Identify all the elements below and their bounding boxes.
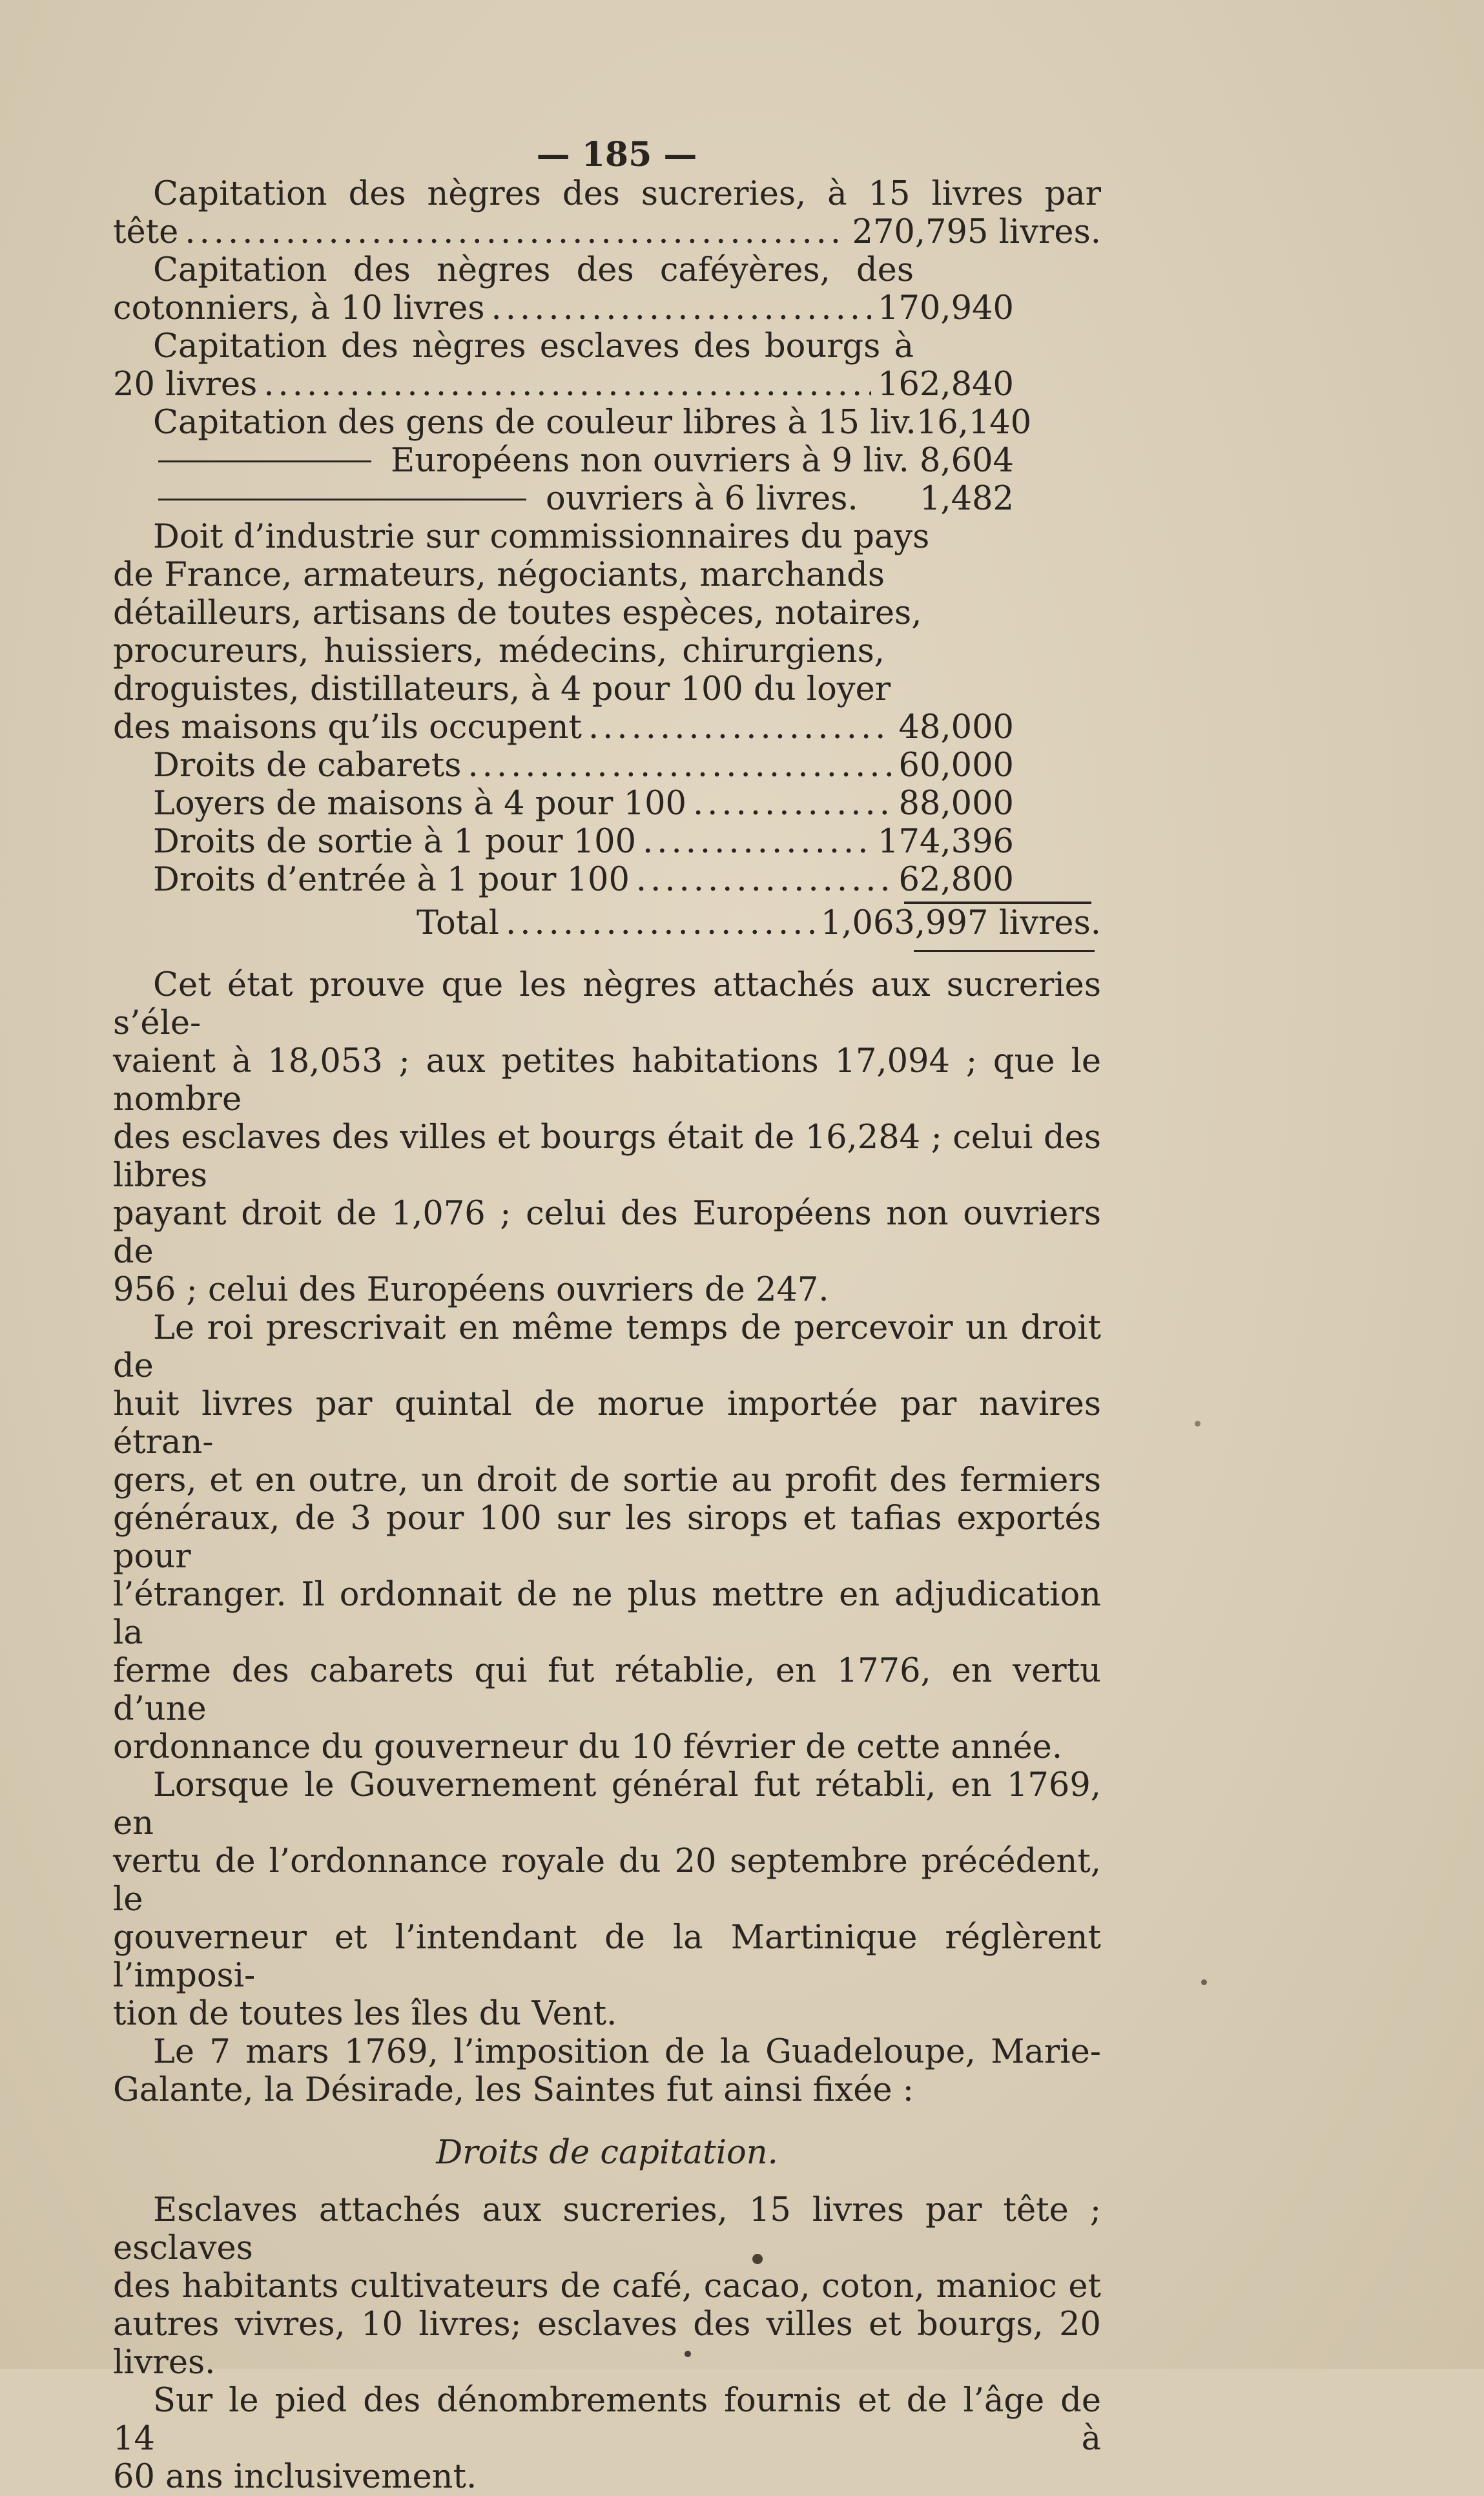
tax-entry	[113, 823, 1101, 861]
tax-entry	[113, 327, 1101, 404]
paragraph	[113, 2382, 1101, 2496]
entry-value: 88,000	[898, 785, 1014, 823]
entry-value: 174,396	[878, 823, 1014, 861]
entry-value: 8,604	[919, 442, 1014, 480]
paper-speck	[1201, 1979, 1207, 1985]
text-line: gers, et en outre, un droit de sortie au profit des fermiers	[113, 1461, 1101, 1500]
paragraph	[113, 1309, 1101, 1766]
entry-label: 20 livres	[113, 366, 258, 404]
text-line: généraux, de 3 pour 100 sur les sirops et tafias exportés pour	[113, 1500, 1101, 1576]
text-line: Sur le pied des dénombrements fournis et de l’âge de 14 à	[113, 2382, 1101, 2458]
paper-speck	[752, 2254, 763, 2264]
text-line: ferme des cabarets qui fut rétablie, en 1776, en vertu d’une	[113, 1652, 1101, 1728]
tax-entry	[113, 861, 1101, 899]
tax-entry	[113, 785, 1101, 823]
tax-entry	[113, 518, 1101, 747]
entry-line: Capitation des nègres esclaves des bourgs à	[153, 327, 914, 366]
entry-value: 62,800	[898, 861, 1014, 899]
entry-label: tête	[113, 213, 179, 251]
tax-entry	[113, 175, 1101, 251]
total-value: 1,063,997 livres.	[820, 904, 1101, 942]
text-line: Le 7 mars 1769, l’imposition de la Guadeloupe, Marie-	[153, 2033, 1101, 2071]
entry-label: Loyers de maisons à 4 pour 100	[153, 785, 686, 823]
text-line: tion de toutes les îles du Vent.	[113, 1995, 617, 2033]
entry-label: cotonniers, à 10 livres	[113, 289, 485, 327]
text-line: gouverneur et l’intendant de la Martinique réglèrent l’imposi-	[113, 1919, 1101, 1995]
text-line: l’étranger. Il ordonnait de ne plus mettre en adjudication la	[113, 1576, 1101, 1652]
tax-entry	[113, 442, 1101, 480]
entry-label: Droits d’entrée à 1 pour 100	[153, 861, 630, 899]
entry-label: Européens non ouvriers à 9 liv.	[391, 442, 909, 480]
entry-value: 16,140	[916, 404, 1032, 442]
entry-line: procureurs, huissiers, médecins, chirurgiens,	[113, 632, 885, 670]
text-line: des habitants cultivateurs de café, cacao, coton, manioc et	[113, 2267, 1101, 2305]
entry-label: des maisons qu’ils occupent	[113, 708, 582, 747]
text-line: autres vivres, 10 livres; esclaves des villes et bourgs, 20 livres.	[113, 2305, 1101, 2382]
entry-label: Droits de sortie à 1 pour 100	[153, 823, 637, 861]
page-text	[113, 136, 1101, 2496]
text-line: vertu de l’ordonnance royale du 20 septembre précédent, le	[113, 1842, 1101, 1919]
text-line: Lorsque le Gouvernement général fut rétabli, en 1769, en	[113, 1766, 1101, 1842]
tax-entry	[113, 251, 1101, 327]
ditto-rule	[158, 499, 526, 500]
text-line: huit livres par quintal de morue importée par navires étran-	[113, 1385, 1101, 1461]
page-number: — 185 —	[536, 135, 697, 174]
entry-value: 162,840	[878, 366, 1014, 404]
text-line: payant droit de 1,076 ; celui des Européens non ouvriers de	[113, 1195, 1101, 1271]
entry-value: 170,940	[878, 289, 1014, 327]
entry-value: 60,000	[898, 747, 1014, 785]
total-label: Total	[417, 904, 499, 942]
text-line: Esclaves attachés aux sucreries, 15 livres par tête ; esclaves	[113, 2191, 1101, 2267]
tax-entry	[113, 480, 1101, 518]
tax-entry	[113, 404, 1101, 442]
paragraph	[113, 2033, 1101, 2109]
total-row	[113, 904, 1101, 942]
text-line: Cet état prouve que les nègres attachés aux sucreries s’éle-	[113, 966, 1101, 1042]
total-underline	[914, 950, 1095, 952]
entry-label: Droits de cabarets	[153, 747, 462, 785]
entry-line: détailleurs, artisans de toutes espèces, notaires,	[113, 594, 922, 632]
entry-line: Capitation des nègres des sucreries, à 15 livres par	[153, 175, 1101, 213]
entry-value: 1,482	[919, 480, 1014, 518]
text-line: Le roi prescrivait en même temps de percevoir un droit de	[113, 1309, 1101, 1385]
text-line: vaient à 18,053 ; aux petites habitations 17,094 ; que le nombre	[113, 1042, 1101, 1119]
entry-label: Capitation des gens de couleur libres à 15 liv.	[153, 404, 916, 442]
paper-speck	[1195, 1421, 1201, 1427]
paragraph	[113, 966, 1101, 1309]
entry-line: Capitation des nègres des caféyères, des	[153, 251, 914, 289]
section-heading: Droits de capitation.	[436, 2134, 778, 2172]
entry-value: 48,000	[898, 708, 1014, 747]
entry-line: de France, armateurs, négociants, marchands	[113, 556, 885, 594]
paper-speck	[685, 2351, 691, 2357]
tax-entry	[113, 747, 1101, 785]
paragraph	[113, 1766, 1101, 2033]
paragraph	[113, 2191, 1101, 2382]
text-line: Galante, la Désirade, les Saintes fut ainsi fixée :	[113, 2071, 914, 2109]
entry-line: Doit d’industrie sur commissionnaires du pays	[153, 518, 930, 556]
entry-line: droguistes, distillateurs, à 4 pour 100 du loyer	[113, 670, 891, 708]
ditto-rule	[158, 460, 371, 462]
text-line: 956 ; celui des Européens ouvriers de 247.	[113, 1271, 829, 1309]
entry-label: ouvriers à 6 livres.	[546, 480, 858, 518]
entry-value: 270,795 livres.	[852, 213, 1101, 251]
text-line: ordonnance du gouverneur du 10 février de cette année.	[113, 1728, 1063, 1766]
text-line: des esclaves des villes et bourgs était de 16,284 ; celui des libres	[113, 1119, 1101, 1195]
text-line: 60 ans inclusivement.	[113, 2458, 477, 2496]
